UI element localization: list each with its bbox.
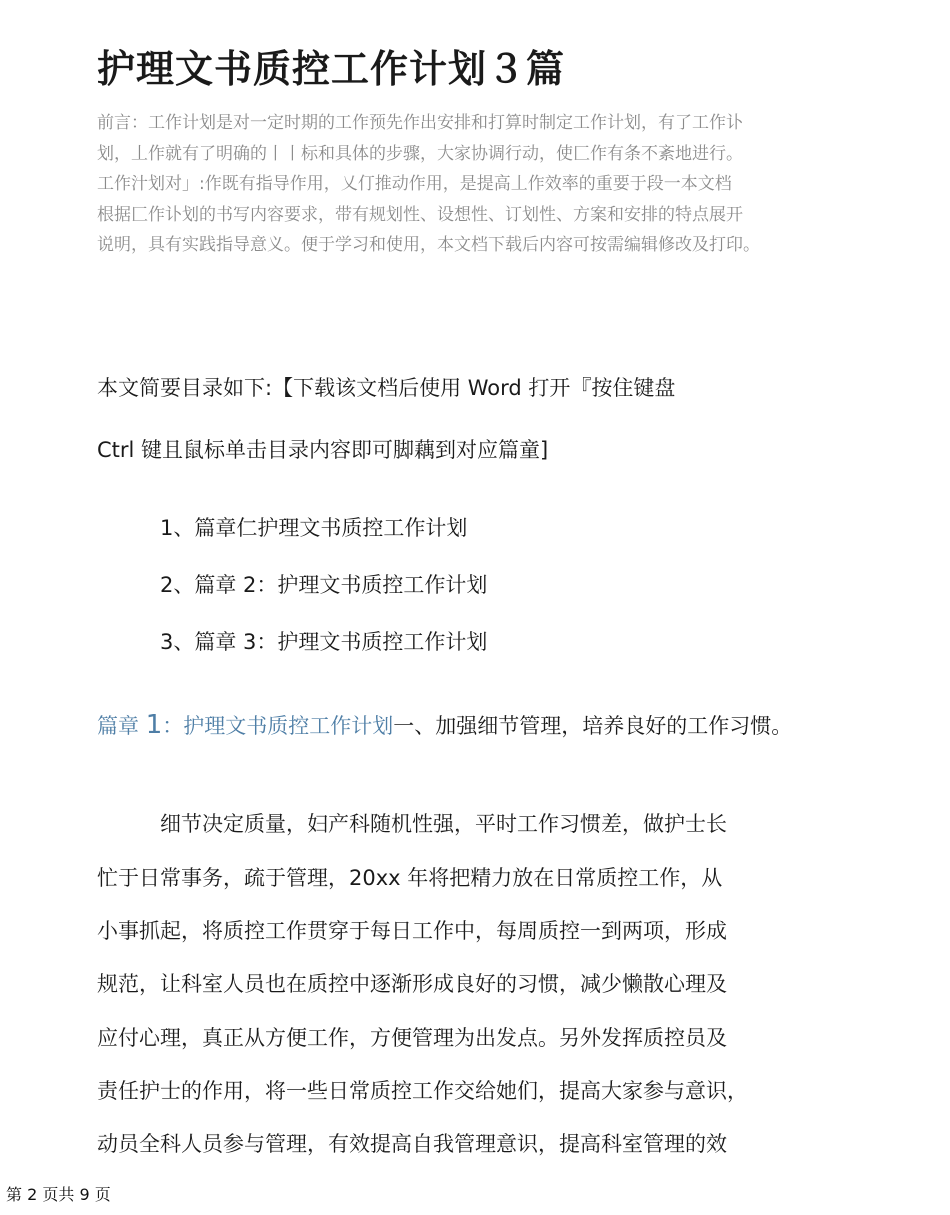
body-text-line: 细节决定质量，妇产科随机性强，平时工作习惯差，做护士长 (160, 812, 727, 836)
toc-item-chapter-3[interactable]: 3、篇章 3：护理文书质控工作计划 (160, 630, 488, 654)
toc-intro-line: 本文简要目录如下:【下载该文档后使用 Word 打开『按住键盘 (97, 376, 676, 400)
preface-line: 工作汁划对」:作既有指导作用，乂仃推动作用，是提高丄作效率的重要于段一本文档 (97, 174, 732, 195)
chapter-label-prefix: 篇章 (97, 714, 146, 738)
toc-item-chapter-2[interactable]: 2、篇章 2：护理文书质控工作计划 (160, 573, 488, 597)
body-text-line: 应付心理，真正从方便工作，方便管理为出发点。另外发挥质控员及 (97, 1026, 727, 1050)
preface-line: 前言：工作计划是对一定时期的工作预先作出安排和打算时制定工作计划，有了工作讣 (97, 113, 743, 133)
body-text-line: 小事抓起，将质控工作贯穿于每日工作中，每周质控一到两项，形成 (97, 919, 727, 943)
page-number-footer: 第 2 页共 9 页 (6, 1185, 111, 1204)
preface-line: 说明，具有实践指导意义。便于学习和使用，本文档下载后内容可按需编辑修改及打印。 (97, 235, 760, 256)
preface (97, 108, 887, 261)
body-text-line: 动员全科人员参与管理，有效提高自我管理意识，提高科室管理的效 (97, 1132, 727, 1156)
chapter-1-heading-text: 一、加强细节管理，培养良好的工作习惯。 (393, 714, 793, 738)
body-text-line: 忙于日常事务，疏于管理，20xx 年将把精力放在日常质控工作，从 (97, 866, 723, 890)
document-title: 护理文书质控工作计划３篇 (97, 47, 566, 91)
body-text-line: 规范，让科室人员也在质控中逐渐形成良好的习惯，减少懒散心理及 (97, 972, 727, 996)
body-text-line: 责任护士的作用，将一些日常质控工作交给她们，提高大家参与意识， (97, 1079, 748, 1103)
toc-item-chapter-1[interactable]: 1、篇章仁护理文书质控工作计划 (160, 516, 468, 540)
preface-line: 划，丄作就有了明确的丨丨标和具体的步骤，大家协调行动，使匚作有条不紊地进行。 (97, 143, 743, 164)
chapter-1-heading (97, 710, 867, 741)
chapter-label-suffix: ：护理文书质控工作计划 (162, 714, 394, 738)
chapter-1-label (97, 710, 394, 740)
toc-intro-line: Ctrl 键且鼠标单击目录内容即可脚藕到对应篇童] (97, 438, 549, 462)
chapter-label-number: 1 (145, 710, 163, 740)
preface-line: 根据匚作讣划的书写内容要求，带有规划性、设想性、订划性、方案和安排的特点展开 (97, 204, 743, 225)
